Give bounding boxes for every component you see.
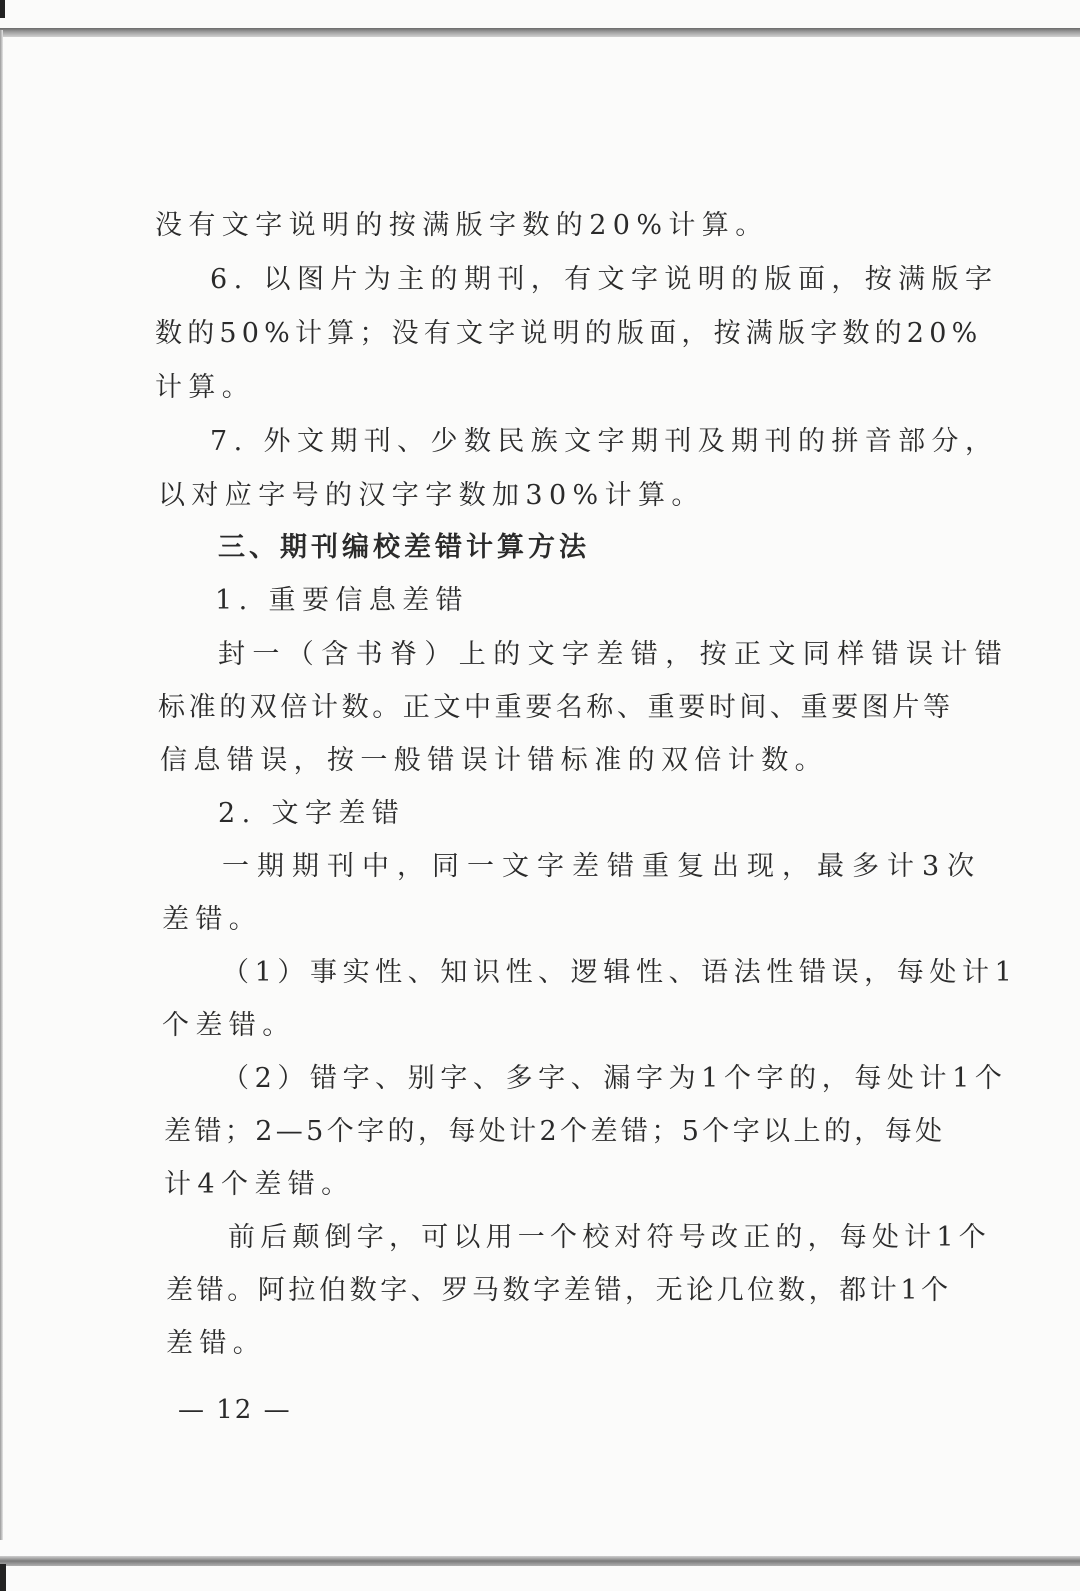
text-line: 个差错。	[162, 1010, 296, 1041]
text-line: 7. 外文期刊、少数民族文字期刊及期刊的拼音部分，	[210, 426, 999, 457]
subsection-heading: 1. 重要信息差错	[215, 585, 469, 616]
text-line: 没有文字说明的按满版字数的20%计算。	[155, 210, 769, 241]
text-line: （1）事实性、知识性、逻辑性、语法性错误，每处计1	[222, 957, 1018, 988]
text-line: 前后颠倒字，可以用一个校对符号改正的，每处计1个	[228, 1222, 991, 1253]
text-line: 差错。	[166, 1328, 267, 1359]
text-line: （2）错字、别字、多字、漏字为1个字的，每处计1个	[222, 1063, 1008, 1094]
text-line: 差错。	[162, 904, 263, 935]
text-line: 计算。	[155, 372, 256, 403]
text-line: 6. 以图片为主的期刊，有文字说明的版面，按满版字	[210, 264, 999, 295]
text-line: 一期期刊中，同一文字差错重复出现，最多计3次	[222, 851, 983, 882]
text-line: 差错；2—5个字的，每处计2个差错；5个字以上的，每处	[164, 1116, 946, 1147]
subsection-heading: 2. 文字差错	[218, 798, 406, 829]
text-line: 标准的双倍计数。正文中重要名称、重要时间、重要图片等	[158, 692, 954, 723]
text-line: 计4个差错。	[164, 1169, 355, 1200]
section-heading: 三、期刊编校差错计算方法	[218, 532, 590, 563]
text-line: 数的50%计算；没有文字说明的版面，按满版字数的20%	[155, 318, 983, 349]
text-line: 以对应字号的汉字字数加30%计算。	[158, 480, 705, 511]
text-line: 封一（含书脊）上的文字差错，按正文同样错误计错	[218, 639, 1010, 670]
text-line: 差错。阿拉伯数字、罗马数字差错，无论几位数，都计1个	[166, 1275, 952, 1306]
text-line: 信息错误，按一般错误计错标准的双倍计数。	[160, 745, 828, 776]
page-number: — 12 —	[178, 1395, 292, 1425]
